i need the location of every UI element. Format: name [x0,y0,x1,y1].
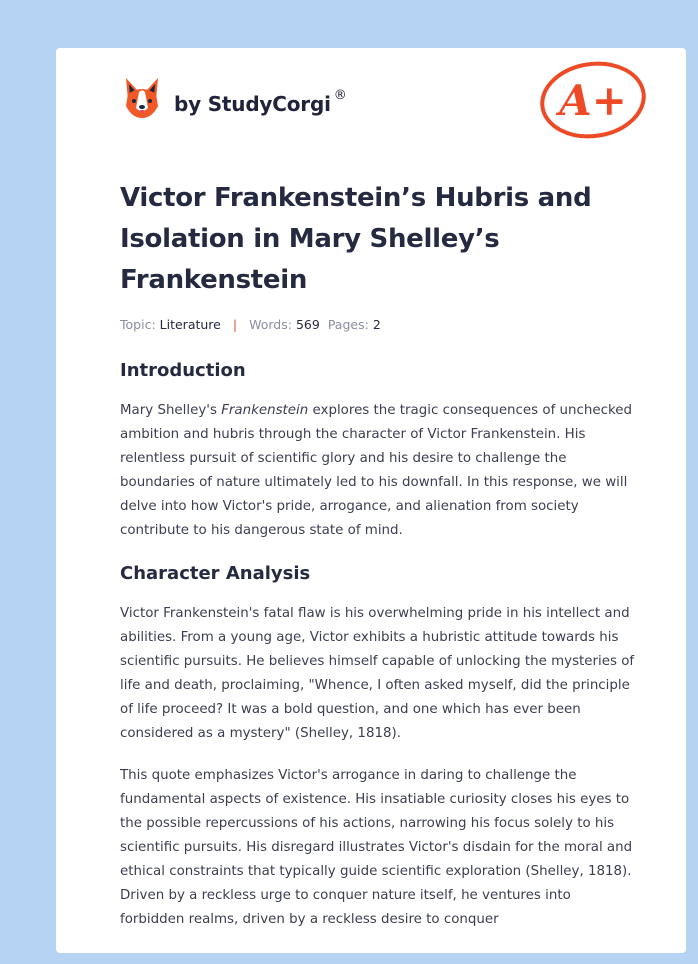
essay-card [56,48,686,953]
topic-link[interactable]: Literature [159,317,221,332]
words-label: Words: [249,317,292,332]
section-heading-introduction: Introduction [120,360,246,381]
intro-paragraph [120,399,635,543]
intro-book-title: Frankenstein [221,403,309,418]
corgi-logo-icon [122,76,162,120]
section-heading-character-analysis: Character Analysis [120,563,311,584]
pages-label: Pages: [327,317,369,332]
grade-badge-icon [537,59,649,141]
essay-meta [120,317,635,332]
intro-text-before: Mary Shelley's [120,403,222,418]
words-value: 569 [295,317,320,332]
topic-label: Topic: [120,317,156,332]
meta-separator: | [232,317,238,332]
essay-title: Victor Frankenstein’s Hubris and Isolation in Mary Shelley’s Frankenstein [120,183,592,295]
analysis-paragraph-1: Victor Frankenstein's fatal flaw is his overwhelming pride in his intellect and abilities. From a young age, Victor exhibits a hubristic attitude towards his scientific pursuits. He believes himself capable of unlocking the mysteries of life and death, proclaiming, "Whence, I often asked myself, did the principle of life proceed? It was a bold question, and one which has ever been considered as a mystery" (Shelley, 1818). [120,606,635,741]
analysis-paragraph-2: This quote emphasizes Victor's arrogance in daring to challenge the fundamental aspects of existence. His insatiable curiosity closes his eyes to the possible repercussions of his actions, narrowing his focus solely to his scientific pursuits. His disregard illustrates Victor's disdain for the moral and ethical constraints that typically guide scientific exploration (Shelley, 1818). Driven by a reckless urge to conquer nature itself, he ventures into forbidden realms, driven by a reckless desire to conquer [120,768,633,927]
pages-value: 2 [372,317,381,332]
brand-name [174,88,347,116]
brand-name-label: by StudyCorgi [174,92,331,116]
essay-content [120,178,635,932]
intro-text-after: explores the tragic consequences of unchecked ambition and hubris through the character of Victor Frankenstein. His relentless pursuit of scientific glory and his desire to challenge the boundaries of nature ultimately led to his downfall. In this response, we will delve into how Victor's pride, arrogance, and alienation from society contribute to his dangerous state of mind. [120,403,632,538]
registered-mark: ® [333,88,347,103]
grade-badge-text: A+ [559,76,627,125]
brand-logo[interactable] [122,76,347,120]
